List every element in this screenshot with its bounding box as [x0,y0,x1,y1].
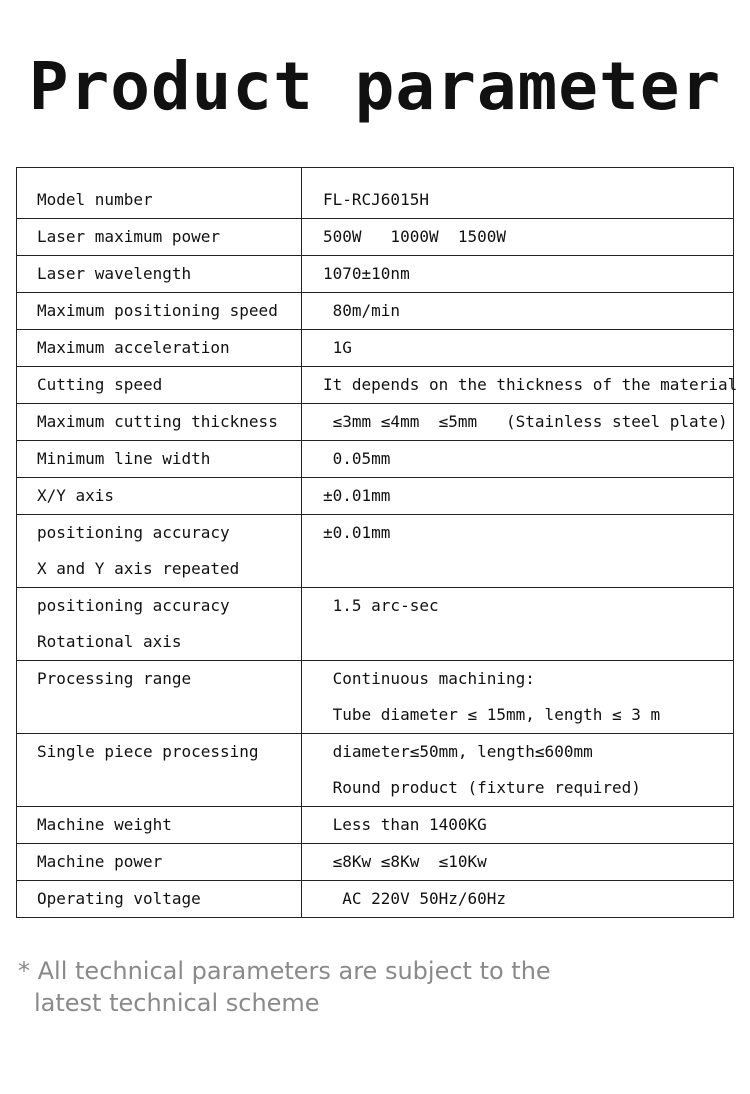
footnote-line-2: latest technical scheme [34,989,320,1017]
footnote-line-1: * All technical parameters are subject to the [18,957,551,985]
parameter-label [17,441,302,478]
table-row [17,404,734,441]
parameter-value [302,844,734,881]
footnote [18,955,551,1019]
parameter-value [302,219,734,256]
table-row [17,734,734,807]
parameter-label [17,734,302,807]
table-row [17,367,734,404]
table-row [17,219,734,256]
label-line: Machine weight [37,815,172,834]
value-line: 500W 1000W 1500W [323,227,507,246]
value-line: 1.5 arc-sec [323,596,439,615]
parameter-label [17,256,302,293]
parameter-value [302,881,734,918]
parameter-value [302,478,734,515]
parameter-value [302,404,734,441]
page-title: Product parameter [28,48,722,125]
value-line: ≤8Kw ≤8Kw ≤10Kw [323,852,487,871]
parameter-value [302,330,734,367]
value-line: Less than 1400KG [323,815,487,834]
label-line: X and Y axis repeated [37,559,240,578]
label-line: X/Y axis [37,486,115,505]
parameter-label [17,293,302,330]
value-line: ±0.01mm [323,486,391,505]
value-line: 0.05mm [323,449,391,468]
parameter-label [17,219,302,256]
value-line: AC 220V 50Hz/60Hz [323,889,507,908]
parameter-label [17,367,302,404]
parameter-label [17,588,302,661]
value-line: 1070±10nm [323,264,410,283]
table-row [17,515,734,588]
table-row [17,844,734,881]
parameter-value [302,441,734,478]
label-line: Machine power [37,852,163,871]
parameter-value [302,807,734,844]
parameter-label [17,478,302,515]
label-line: Cutting speed [37,375,163,394]
value-line: ≤3mm ≤4mm ≤5mm (Stainless steel plate) [323,412,728,431]
table-row [17,441,734,478]
label-line: Maximum cutting thickness [37,412,278,431]
parameter-value [302,734,734,807]
parameter-label [17,330,302,367]
table-row [17,588,734,661]
parameter-value [302,588,734,661]
value-line: Round product (fixture required) [323,778,641,797]
parameter-value [302,367,738,404]
parameter-label [17,807,302,844]
table-row [17,330,734,367]
parameter-value [302,661,734,734]
parameter-table [16,167,738,918]
parameter-label [17,661,302,734]
table-row [17,293,734,330]
value-line: Tube diameter ≤ 15mm, length ≤ 3 m [323,705,661,724]
table-row [17,256,734,293]
parameter-value [302,515,734,588]
table-row [17,661,734,734]
table-row [17,478,734,515]
table-row [17,881,734,918]
table-row [17,807,734,844]
label-line: Maximum acceleration [37,338,230,357]
value-line: ±0.01mm [323,523,391,542]
parameter-label [17,168,302,219]
label-line: Minimum line width [37,449,211,468]
value-line: Continuous machining: [323,669,535,688]
label-line: positioning accuracy [37,523,230,542]
label-line: Processing range [37,669,192,688]
parameter-value [302,256,734,293]
label-line: Laser maximum power [37,227,221,246]
label-line: Rotational axis [37,632,182,651]
label-line: positioning accuracy [37,596,230,615]
table-row [17,168,734,219]
label-line: Model number [37,190,153,209]
parameter-value [302,293,734,330]
value-line: diameter≤50mm, length≤600mm [323,742,593,761]
value-line: 80m/min [323,301,401,320]
label-line: Operating voltage [37,889,201,908]
parameter-label [17,844,302,881]
label-line: Laser wavelength [37,264,192,283]
label-line: Single piece processing [37,742,259,761]
parameter-label [17,515,302,588]
parameter-value [302,168,734,219]
value-line: FL-RCJ6015H [323,190,429,209]
value-line: 1G [323,338,352,357]
label-line: Maximum positioning speed [37,301,278,320]
value-line: It depends on the thickness of the material [323,375,738,394]
parameter-label [17,404,302,441]
parameter-label [17,881,302,918]
